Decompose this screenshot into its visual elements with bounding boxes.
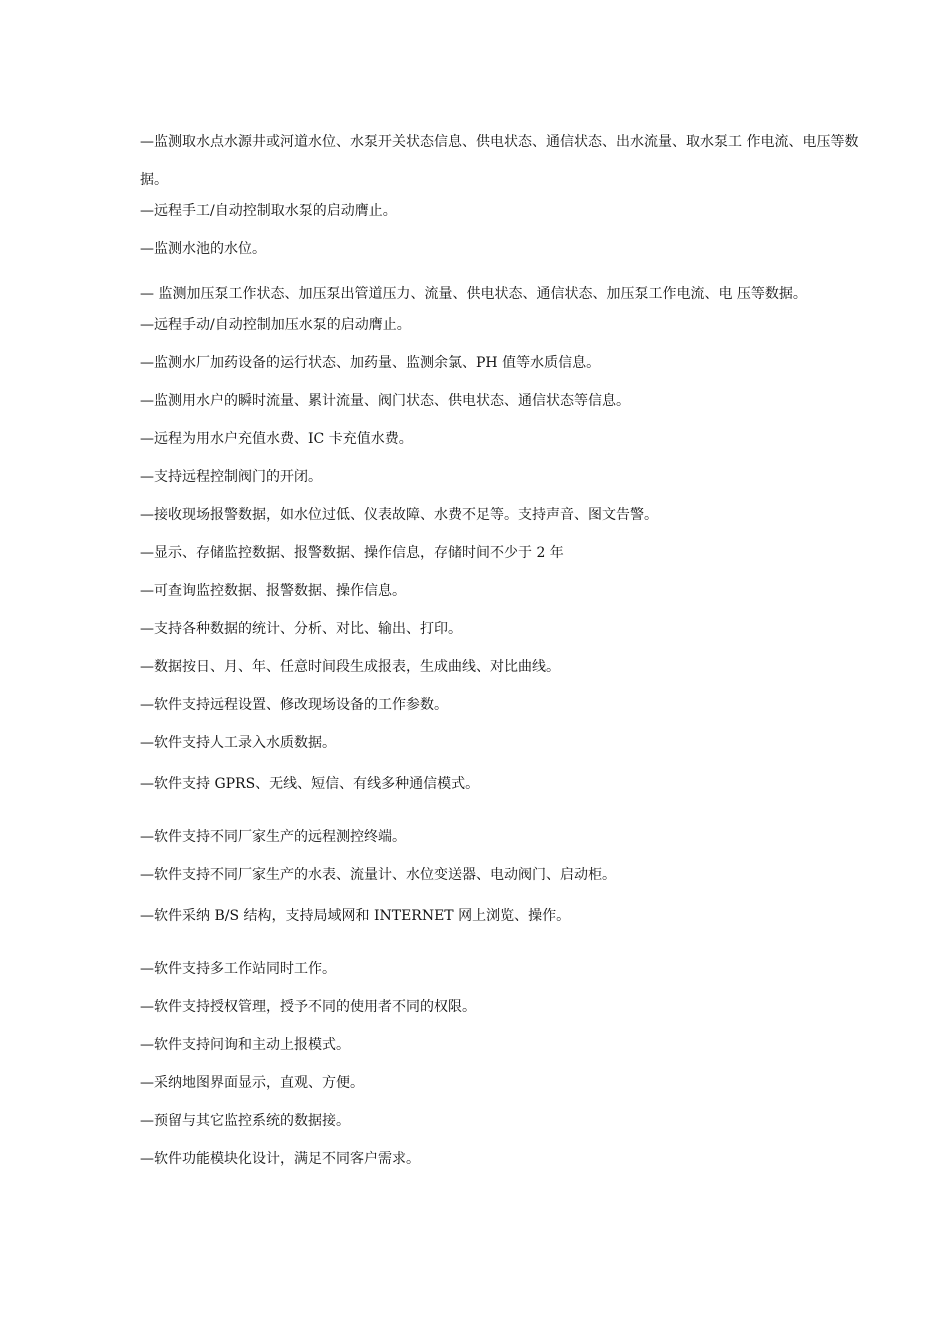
paragraph-item: —监测取水点水源井或河道水位、水泵开关状态信息、供电状态、通信状态、出水流量、取水泵工 作电流、电压等数据。	[140, 134, 859, 188]
paragraph-item: —预留与其它监控系统的数据接。	[140, 1113, 350, 1129]
paragraph-item: —远程手动/自动控制加压水泵的启动膺止。	[140, 317, 411, 333]
paragraph-item: —监测水厂加药设备的运行状态、加药量、监测余氯、PH 值等水质信息。	[140, 355, 601, 371]
paragraph-item: —远程手工/自动控制取水泵的启动膺止。	[140, 203, 397, 219]
paragraph-item: —软件功能模块化设计，满足不同客户需求。	[140, 1151, 420, 1167]
paragraph-item: —监测用水户的瞬时流量、累计流量、阀门状态、供电状态、通信状态等信息。	[140, 393, 630, 409]
paragraph-item: —可查询监控数据、报警数据、操作信息。	[140, 583, 406, 599]
paragraph-item: —数据按日、月、年、任意时间段生成报表，生成曲线、对比曲线。	[140, 659, 560, 675]
paragraph-item: —支持各种数据的统计、分析、对比、输出、打印。	[140, 621, 462, 637]
document-body	[140, 130, 880, 1185]
paragraph-item: —软件支持多工作站同时工作。	[140, 961, 336, 977]
paragraph-item: —软件支持不同厂家生产的远程测控终端。	[140, 829, 406, 845]
paragraph-item: —软件支持远程设置、修改现场设备的工作参数。	[140, 697, 448, 713]
paragraph-item: —软件采纳 B/S 结构，支持局域网和 INTERNET 网上浏览、操作。	[140, 908, 571, 924]
paragraph-item: —软件支持人工录入水质数据。	[140, 735, 336, 751]
paragraph-item: —软件支持问询和主动上报模式。	[140, 1037, 350, 1053]
paragraph-item: — 监测加压泵工作状态、加压泵出管道压力、流量、供电状态、通信状态、加压泵工作电流、电 压等数据。	[140, 286, 807, 302]
paragraph-item: —监测水池的水位。	[140, 241, 266, 257]
paragraph-item: —采纳地图界面显示，直观、方便。	[140, 1075, 364, 1091]
paragraph-item: —软件支持不同厂家生产的水表、流量计、水位变送器、电动阀门、启动柜。	[140, 867, 616, 883]
paragraph-item: —显示、存储监控数据、报警数据、操作信息，存储时间不少于 2 年	[140, 545, 564, 561]
paragraph-item: —接收现场报警数据，如水位过低、仪表故障、水费不足等。支持声音、图文告警。	[140, 507, 658, 523]
paragraph-item: —软件支持授权管理，授予不同的使用者不同的权限。	[140, 999, 476, 1015]
paragraph-item: —远程为用水户充值水费、IC 卡充值水费。	[140, 431, 413, 447]
paragraph-item: —支持远程控制阀门的开闭。	[140, 469, 322, 485]
paragraph-item: —软件支持 GPRS、无线、短信、有线多种通信模式。	[140, 776, 480, 792]
